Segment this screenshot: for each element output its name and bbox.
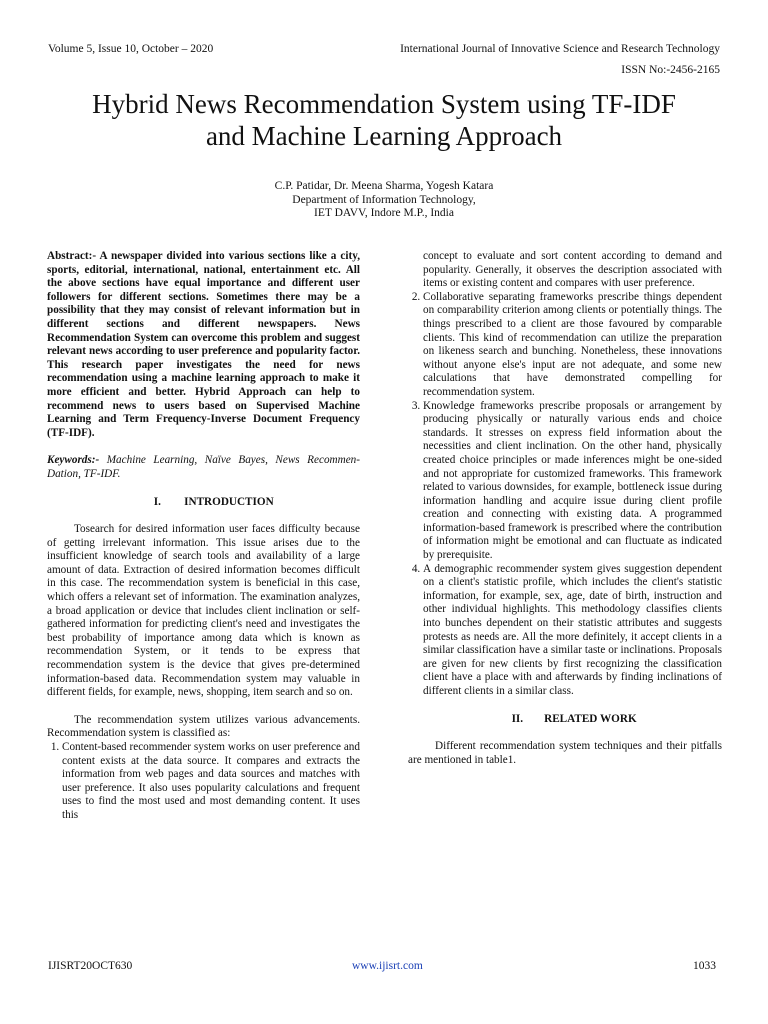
keywords-text: Machine Learning, Naïve Bayes, News Recommen- Dation, TF-IDF. [47,454,360,480]
recommendation-type-list-continued [408,291,722,699]
author-block [40,180,728,221]
list-item: 3. Knowledge frameworks prescribe proposals or arrangement by producing physically or naturally various ends and choice standards. It stresses on express field information about the necessities and client inclination. On the other hand, physically created choice principles or made inferences might be one-sided and not appropriate for customized frameworks. This framework related to various downsides, for example, bottleneck issue during information handling and acquire issue during client profile creation and connecting with existing data. A programmed information-based framework is prescribed where the contribution of information might be emotional and can fluctuate as indicated by prerequisite. [423,400,722,563]
section-title: INTRODUCTION [184,495,274,508]
keywords-label: Keywords:- [47,454,100,467]
left-column [47,250,360,823]
recommendation-type-list [47,741,360,823]
list-item: 4. A demographic recommender system gives suggestion dependent on a client's statistic profile, which includes the client's statistic information, for example, sex, age, date of birth, instruction and other individual highlights. This methodology classifies clients into bunches dependent on their statistic attributes and suggests protests as needs are. All the more definitely, it accept clients in a similar classification have a similar taste or inclinations. Proposals are given for new clients by first recognizing the classification client have a place with and afterwards by finding inclinations of different clients in a similar class. [423,563,722,699]
author-names: C.P. Patidar, Dr. Meena Sharma, Yogesh Katara [274,180,494,192]
author-department: Department of Information Technology, [292,193,476,206]
footer-paper-id: IJISRT20OCT630 [48,960,133,972]
footer-page-number: 1033 [693,960,716,972]
related-work-paragraph: Different recommendation system techniques and their pitfalls are mentioned in table1. [408,740,722,766]
right-column [408,250,722,767]
author-institution: IET DAVV, Indore M.P., India [314,207,454,219]
abstract: Abstract:- A newspaper divided into various sections like a city, sports, editorial, international, national, entertainment etc. All the above sections have equal importance and different user followers for different sections. Sometimes there may be a possibility that they may consist of relevant information but in different sections and different newspapers. News Recommendation System can overcome this problem and suggest relevant news according to user preference and popularity factor. This research paper investigates the need for news recommendation using a machine learning approach to make it more efficient and better. Hybrid Approach can help to recommend news to users based on Supervised Machine Learning and Term Frequency-Inverse Document Frequency (TF-IDF). [47,250,360,439]
section-heading-related-work [408,713,722,727]
list-item: 2. Collaborative separating frameworks prescribe things dependent on comparability criterion among clients or potentially things. The things prescribed to a client are those favoured by comparable clients. This kind of recommendation can utilize the preparation on likeness search and bunching. Nonetheless, these innovations without anyone else's input are not adequate, and some new calculations that have demonstrated compelling for recommendation system. [423,291,722,400]
paper-title-line2: and Machine Learning Approach [205,121,563,151]
intro-paragraph-2: The recommendation system utilizes various advancements. Recommendation system is classified as: [47,713,360,740]
intro-paragraph-1: Tosearch for desired information user faces difficulty because of getting irrelevant information. This issue arises due to the insufficient knowledge of search tools and availability of a large amount of data. Extraction of desired information becomes difficult in this case. The recommendation system is beneficial in this case, which offers a relevant set of information. The examination analyzes, a broad application or device that includes client inclination or self-gathered information for predicting client's need and investigates the best probability of importance among data which is known as recommendation System, or it tends to be express that recommendation system is the device that gives pre-determined information-based data. Recommendation system may valuable in different fields, for example, news, shopping, item search and so on. [47,523,360,699]
section-title: RELATED WORK [544,712,637,725]
paper-title-line1: Hybrid News Recommendation System using TF-IDF [92,89,676,119]
running-header-volume: Volume 5, Issue 10, October – 2020 [48,43,214,55]
footer-website-link[interactable]: www.ijisrt.com [352,960,423,972]
list-item-continuation: concept to evaluate and sort content according to demand and popularity. Generally, it observes the description associated with items or existing content and compares with user preference. [423,250,722,290]
running-header-journal: International Journal of Innovative Science and Research Technology [400,43,720,55]
section-number: II. [511,712,524,725]
list-item: 1. Content-based recommender system works on user preference and content exists at the data source. It compares and extracts the information from web pages and data sources and matches with user preference. It also uses popularity calculations and frequent uses to find the most used and most demanding content. It uses this [62,741,360,823]
section-number: I. [153,495,161,508]
paper-title [40,88,728,152]
keywords [47,454,360,481]
section-heading-introduction [47,496,360,510]
running-header-issn: ISSN No:-2456-2165 [621,64,720,76]
